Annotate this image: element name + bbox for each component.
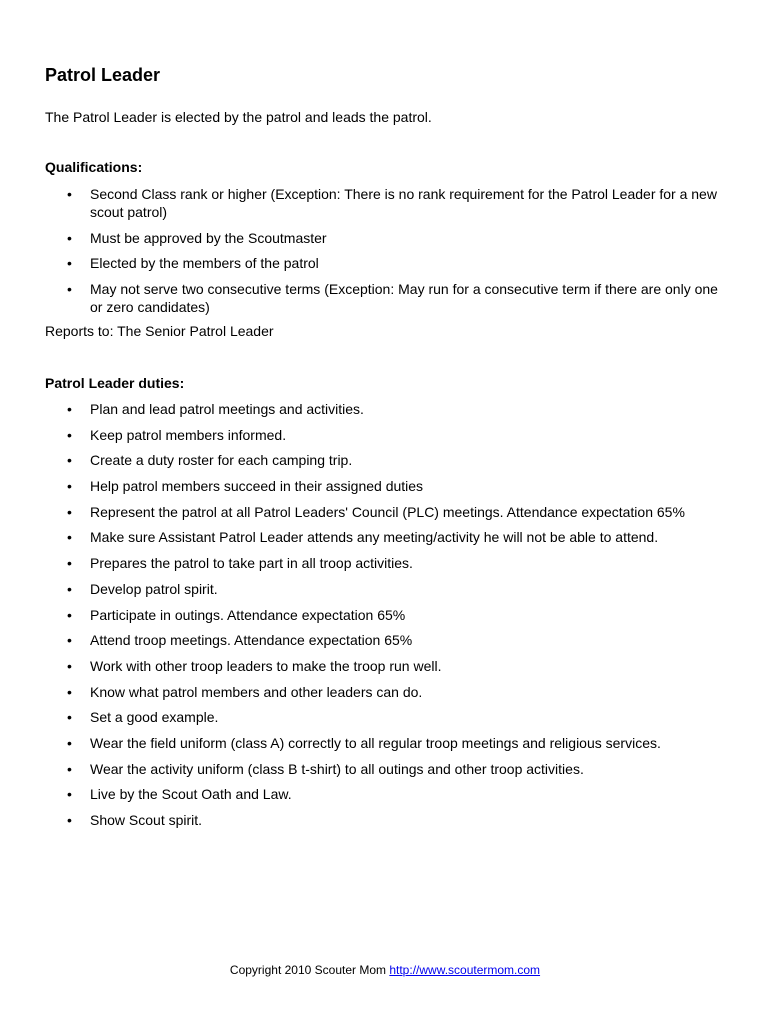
intro-text: The Patrol Leader is elected by the patrol and leads the patrol. [45,109,432,125]
bullet-icon: • [67,426,72,443]
list-item [0,683,730,701]
list-item-text: Plan and lead patrol meetings and activities. [90,401,364,417]
list-item-text: Set a good example. [90,709,219,726]
list-item [0,734,730,752]
list-item-text: Second Class rank or higher (Exception: There is no rank requirement for the Patrol Leader for a new scout patrol) [90,186,717,220]
bullet-icon: • [67,734,72,751]
duties-list [0,400,740,837]
list-item-text: Must be approved by the Scoutmaster [90,229,327,246]
bullet-icon: • [67,452,72,469]
copyright-text: Copyright 2010 Scouter Mom [229,963,386,977]
bullet-icon: • [67,503,72,520]
bullet-icon: • [67,683,72,700]
list-item [0,708,730,726]
list-item [0,785,730,803]
bullet-icon: • [67,529,72,546]
bullet-icon: • [67,255,72,271]
bullet-icon: • [67,786,72,803]
list-item-text: Elected by the members of the patrol [90,255,319,271]
footer-link[interactable]: http://www.scoutermom.com [389,963,541,977]
list-item [0,254,730,272]
qualifications-list [0,185,740,323]
list-item [0,528,730,546]
list-item [0,606,730,624]
list-item-text: Know what patrol members and other leaders can do. [90,683,423,700]
list-item [0,811,730,829]
list-item [0,657,730,675]
page-footer [0,963,770,977]
list-item-text: Live by the Scout Oath and Law. [90,786,292,803]
list-item-text: Work with other troop leaders to make the troop run well. [90,657,442,674]
bullet-icon: • [67,229,72,246]
list-item-text: Prepares the patrol to take part in all troop activities. [90,555,413,572]
list-item [0,580,730,598]
list-item [0,426,730,444]
list-item [0,229,730,247]
list-item [0,400,730,418]
list-item [0,280,730,316]
list-item-text: Participate in outings. Attendance expectation 65% [90,606,406,623]
list-item-text: Represent the patrol at all Patrol Leaders' Council (PLC) meetings. Attendance expectation 65% [90,503,685,520]
list-item [0,503,730,521]
duties-heading: Patrol Leader duties: [45,375,185,391]
list-item [0,451,730,469]
bullet-icon: • [67,657,72,674]
bullet-icon: • [67,606,72,623]
list-item [0,477,730,495]
reports-to-text: Reports to: The Senior Patrol Leader [45,323,274,339]
list-item-text: Wear the field uniform (class A) correctly to all regular troop meetings and religious services. [90,734,661,751]
list-item-text: Create a duty roster for each camping trip. [90,452,353,469]
list-item-text: Make sure Assistant Patrol Leader attends any meeting/activity he will not be able to attend. [90,529,659,546]
bullet-icon: • [67,760,72,777]
bullet-icon: • [67,478,72,495]
list-item-text: Keep patrol members informed. [90,426,287,443]
bullet-icon: • [67,709,72,726]
bullet-icon: • [67,812,72,828]
list-item-text: Develop patrol spirit. [90,580,218,597]
list-item-text: Attend troop meetings. Attendance expectation 65% [90,632,413,649]
bullet-icon: • [67,632,72,649]
list-item-text: Show Scout spirit. [90,812,203,828]
list-item [0,631,730,649]
list-item-text: Help patrol members succeed in their assigned duties [90,478,424,495]
page-title: Patrol Leader [45,65,161,85]
list-item-text: May not serve two consecutive terms (Exception: May run for a consecutive term if there are only one or zero candidates) [90,280,718,315]
list-item-text: Wear the activity uniform (class B t-shirt) to all outings and other troop activities. [90,760,584,777]
bullet-icon: • [67,580,72,597]
qualifications-heading: Qualifications: [45,159,143,175]
bullet-icon: • [67,401,72,417]
list-item [0,760,730,778]
bullet-icon: • [67,186,72,202]
list-item [0,554,730,572]
list-item [0,185,730,221]
bullet-icon: • [67,280,72,297]
bullet-icon: • [67,555,72,572]
